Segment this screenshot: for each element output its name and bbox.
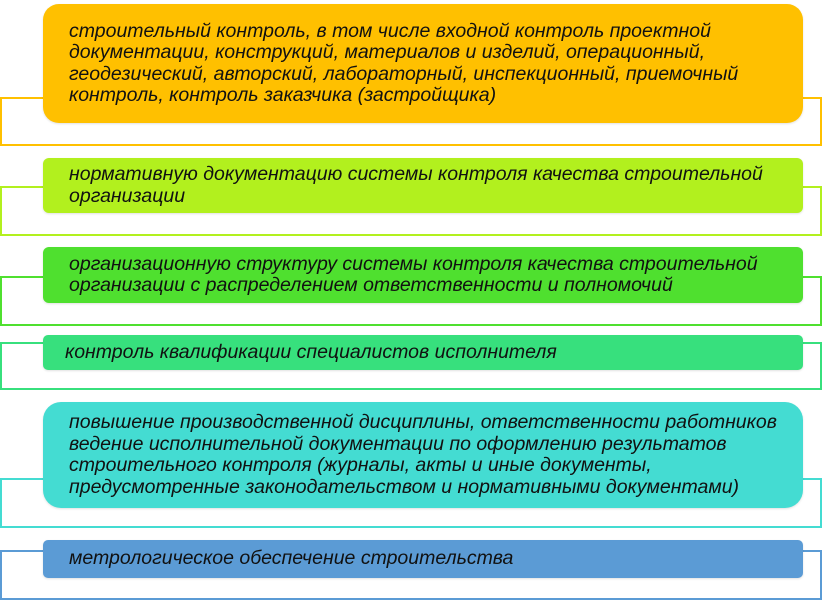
item-1-box	[43, 4, 803, 123]
item-2-text: нормативную документацию системы контроля качества строительной организации	[69, 163, 763, 207]
item-1-text: строительный контроль, в том числе входной контроль проектной документации, конструкций, материалов и изделий, операционный, геодезический, авторский, лабораторный, инспекционный, приемочный контроль, контроль заказчика (застройщика)	[69, 19, 739, 106]
item-3-box	[43, 247, 803, 303]
item-5-text: повышение производственной дисциплины, ответственности работников ведение исполнительной документации по оформлению результатов строительного контроля (журналы, акты и иные документы, предусмотренные законодательством и нормативными документами)	[69, 411, 777, 498]
item-3-text: организационную структуру системы контроля качества строительной организации с распределением ответственности и полномочий	[69, 252, 758, 296]
item-6-box	[43, 540, 803, 578]
item-5-box	[43, 402, 803, 508]
item-2-box	[43, 158, 803, 213]
item-4-text: контроль квалификации специалистов исполнителя	[65, 340, 557, 363]
item-6-text: метрологическое обеспечение строительства	[69, 547, 514, 570]
item-4-box	[43, 335, 803, 370]
